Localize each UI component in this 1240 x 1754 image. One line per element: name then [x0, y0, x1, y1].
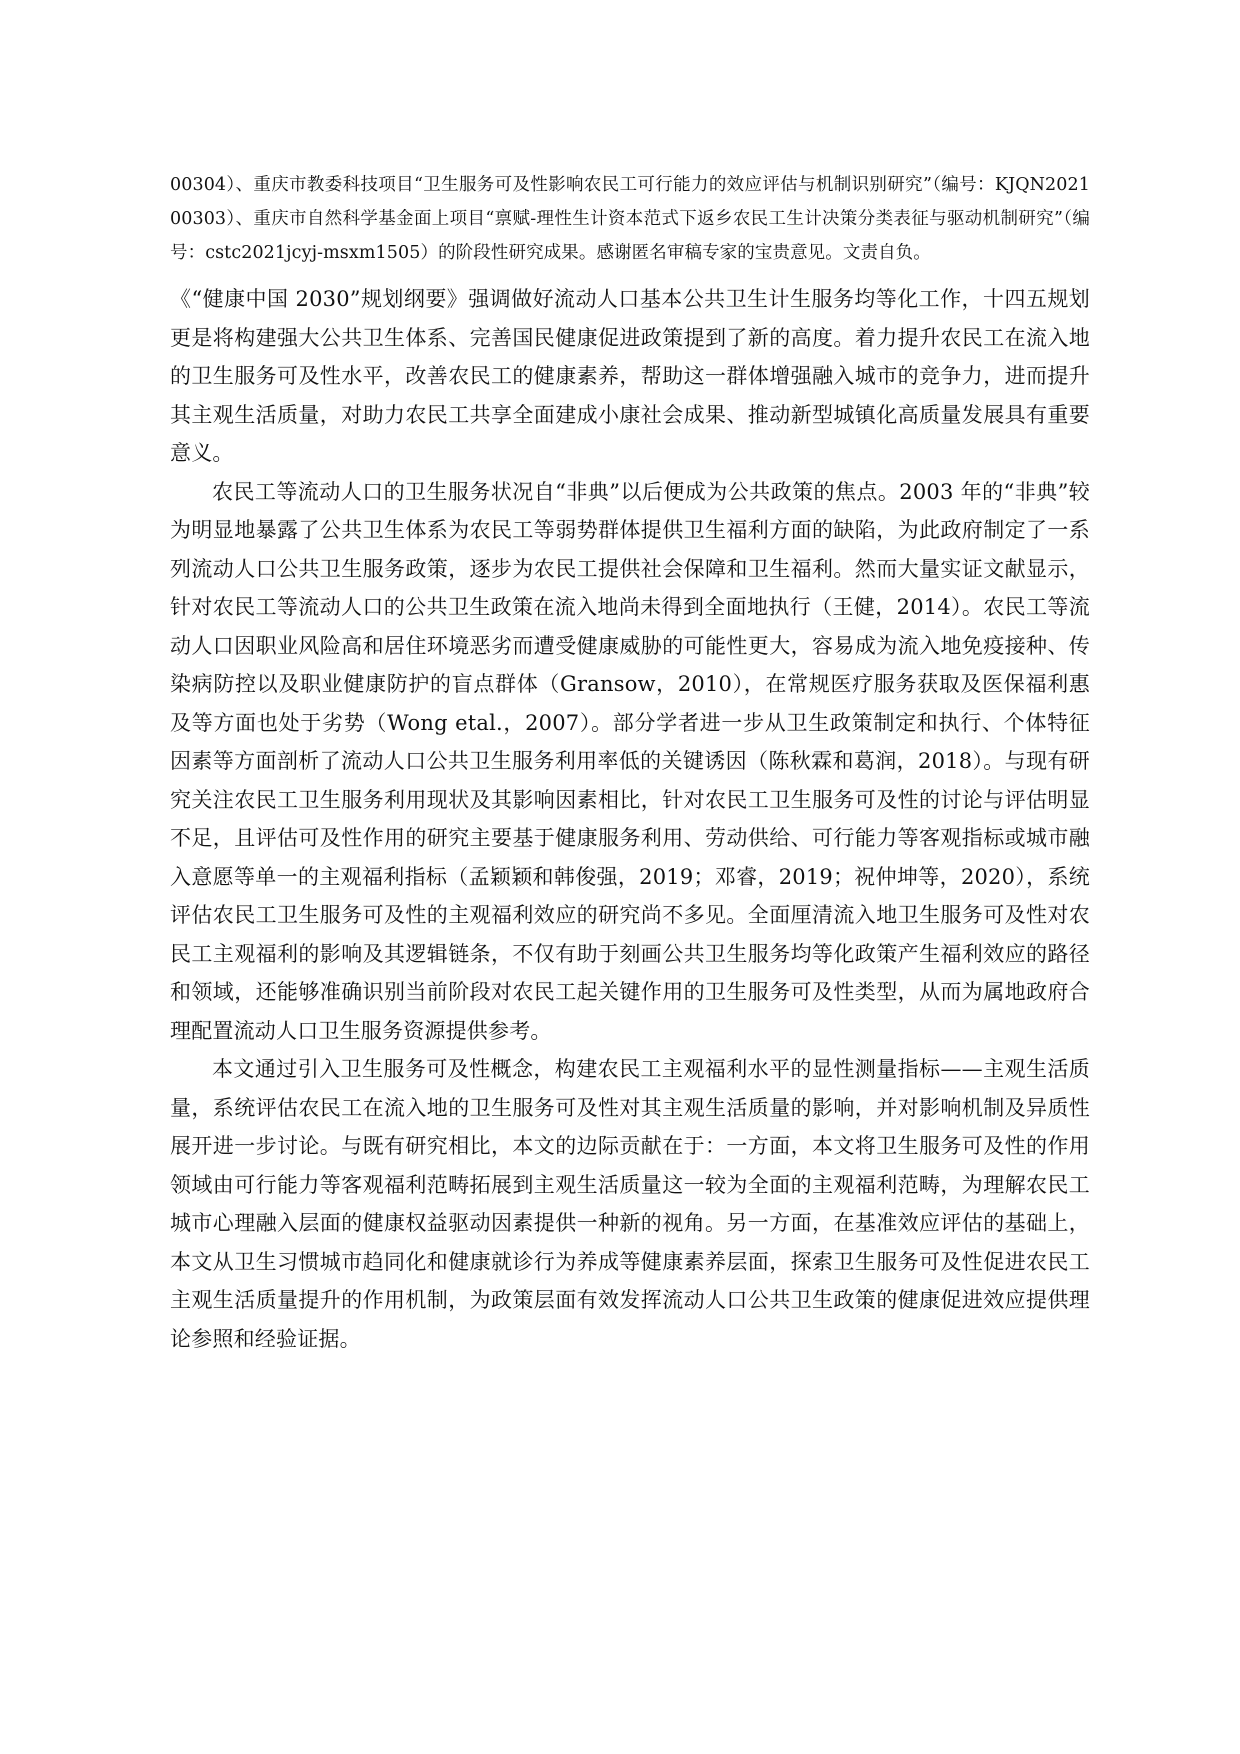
main-text: [170, 280, 1090, 1358]
funding-footnote: 00304）、重庆市教委科技项目“卫生服务可及性影响农民工可行能力的效应评估与机制识别研究”（编号：KJQN2021 00303）、重庆市自然科学基金面上项目“禀赋-理性生计资本范式下返乡农民工生计决策分类表征与驱动机制研究”（编号：cstc2021jcyj-msxm1505）的阶段性研究成果。感谢匿名审稿专家的宝贵意见。文责自负。: [170, 175, 1090, 263]
paragraph-intro: 《“健康中国 2030”规划纲要》强调做好流动人口基本公共卫生计生服务均等化工作，十四五规划更是将构建强大公共卫生体系、完善国民健康促进政策提到了新的高度。着力提升农民工在流入地的卫生服务可及性水平，改善农民工的健康素养，帮助这一群体增强融入城市的竞争力，进而提升其主观生活质量，对助力农民工共享全面建成小康社会成果、推动新型城镇化高质量发展具有重要意义。: [170, 287, 1090, 465]
document-page: [170, 168, 1090, 1358]
paragraph-literature: 农民工等流动人口的卫生服务状况自“非典”以后便成为公共政策的焦点。2003 年的“非典”较为明显地暴露了公共卫生体系为农民工等弱势群体提供卫生福利方面的缺陷，为此政府制定了一系列流动人口公共卫生服务政策，逐步为农民工提供社会保障和卫生福利。然而大量实证文献显示，针对农民工等流动人口的公共卫生政策在流入地尚未得到全面地执行（王健，2014）。农民工等流动人口因职业风险高和居住环境恶劣而遭受健康威胁的可能性更大，容易成为流入地免疫接种、传染病防控以及职业健康防护的盲点群体（Gransow，2010），在常规医疗服务获取及医保福利惠及等方面也处于劣势（Wong etal.，2007）。部分学者进一步从卫生政策制定和执行、个体特征因素等方面剖析了流动人口公共卫生服务利用率低的关键诱因（陈秋霖和葛润，2018）。与现有研究关注农民工卫生服务利用现状及其影响因素相比，针对农民工卫生服务可及性的讨论与评估明显不足，且评估可及性作用的研究主要基于健康服务利用、劳动供给、可行能力等客观指标或城市融入意愿等单一的主观福利指标（孟颖颖和韩俊强，2019；邓睿，2019；祝仲坤等，2020），系统评估农民工卫生服务可及性的主观福利效应的研究尚不多见。全面厘清流入地卫生服务可及性对农民工主观福利的影响及其逻辑链条，不仅有助于刻画公共卫生服务均等化政策产生福利效应的路径和领域，还能够准确识别当前阶段对农民工起关键作用的卫生服务可及性类型，从而为属地政府合理配置流动人口卫生服务资源提供参考。: [170, 479, 1090, 1043]
paragraph-contribution: 本文通过引入卫生服务可及性概念，构建农民工主观福利水平的显性测量指标——主观生活质量，系统评估农民工在流入地的卫生服务可及性对其主观生活质量的影响，并对影响机制及异质性展开进一步讨论。与既有研究相比，本文的边际贡献在于：一方面，本文将卫生服务可及性的作用领域由可行能力等客观福利范畴拓展到主观生活质量这一较为全面的主观福利范畴，为理解农民工城市心理融入层面的健康权益驱动因素提供一种新的视角。另一方面，在基准效应评估的基础上，本文从卫生习惯城市趋同化和健康就诊行为养成等健康素养层面，探索卫生服务可及性促进农民工主观生活质量提升的作用机制，为政策层面有效发挥流动人口公共卫生政策的健康促进效应提供理论参照和经验证据。: [170, 1057, 1090, 1351]
